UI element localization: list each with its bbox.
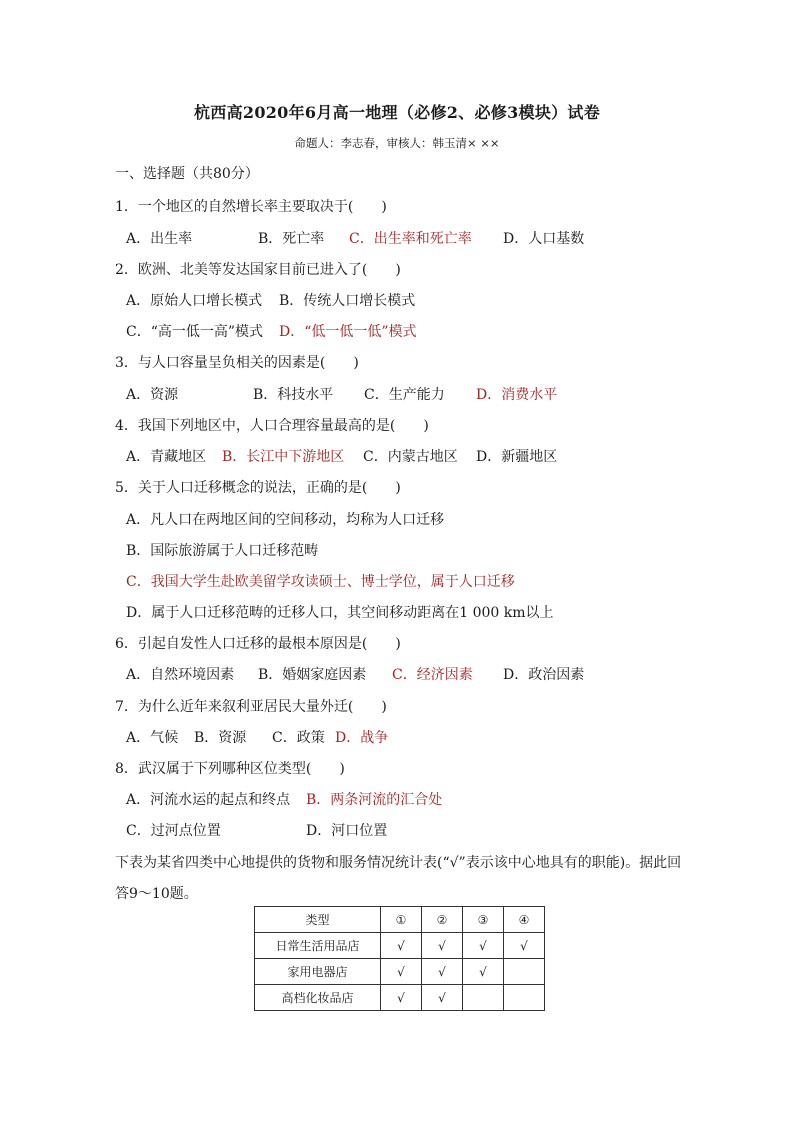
exam-title: 杭西高2020年6月高一地理（必修2、必修3模块）试卷 — [193, 103, 601, 122]
table-cell: √ — [422, 959, 463, 985]
question-4-stem: 4．我国下列地区中，人口合理容量最高的是( ) — [115, 418, 429, 434]
question-3-option-c: C．生产能力 — [364, 387, 445, 403]
question-7-option-b: B．资源 — [194, 730, 247, 746]
question-6-option-b: B．婚姻家庭因素 — [258, 667, 367, 683]
table-header-type: 类型 — [255, 907, 381, 933]
question-7-option-c: C．政策 — [272, 730, 325, 746]
question-7-option-d: D．战争 — [335, 730, 389, 746]
question-8-option-d: D．河口位置 — [306, 823, 388, 839]
table-header-row — [255, 907, 545, 933]
table-cell: √ — [381, 959, 422, 985]
question-6-option-c: C．经济因素 — [392, 667, 473, 683]
question-8-option-a: A．河流水运的起点和终点 — [126, 792, 291, 808]
question-4-option-d: D．新疆地区 — [476, 449, 558, 465]
question-2-option-a: A．原始人口增长模式 — [126, 293, 263, 309]
question-3-option-a: A．资源 — [126, 387, 179, 403]
question-8-option-b: B．两条河流的汇合处 — [306, 792, 443, 808]
central-place-table — [254, 906, 545, 1011]
question-1-option-a: A．出生率 — [126, 231, 193, 247]
table-cell — [504, 985, 545, 1011]
table-cell: 高档化妆品店 — [255, 985, 381, 1011]
section-heading: 一、选择题（共80分） — [115, 166, 259, 182]
question-5-option-a: A．凡人口在两地区间的空间移动，均称为人口迁移 — [126, 512, 445, 528]
question-3-stem: 3．与人口容量呈负相关的因素是( ) — [115, 355, 359, 371]
table-cell — [463, 985, 504, 1011]
question-1-option-b: B．死亡率 — [258, 231, 325, 247]
table-cell: √ — [422, 985, 463, 1011]
table-cell: √ — [381, 933, 422, 959]
question-4-option-a: A．青藏地区 — [126, 449, 207, 465]
question-5-option-d: D．属于人口迁移范畴的迁移人口，其空间移动距离在1 000 km以上 — [126, 605, 554, 621]
question-4-option-b: B．长江中下游地区 — [222, 449, 345, 465]
question-8-option-c: C．过河点位置 — [126, 823, 221, 839]
table-header-col-1: ① — [381, 907, 422, 933]
question-2-option-b: B．传统人口增长模式 — [279, 293, 416, 309]
table-row — [255, 959, 545, 985]
question-5-option-b: B．国际旅游属于人口迁移范畴 — [126, 543, 319, 559]
table-cell: √ — [422, 933, 463, 959]
table-row — [255, 933, 545, 959]
table-cell — [504, 959, 545, 985]
question-2-option-d: D．“低一低一低”模式 — [279, 324, 417, 340]
question-5-option-c: C．我国大学生赴欧美留学攻读硕士、博士学位，属于人口迁移 — [126, 574, 515, 590]
question-6-option-d: D．政治因素 — [503, 667, 585, 683]
question-7-stem: 7．为什么近年来叙利亚居民大量外迁( ) — [115, 699, 387, 715]
question-3-option-b: B．科技水平 — [253, 387, 334, 403]
question-6-option-a: A．自然环境因素 — [126, 667, 235, 683]
question-2-stem: 2．欧洲、北美等发达国家目前已进入了( ) — [115, 262, 401, 278]
table-header-col-2: ② — [422, 907, 463, 933]
table-cell: 家用电器店 — [255, 959, 381, 985]
question-2-option-c: C．“高一低一高”模式 — [126, 324, 264, 340]
table-header-col-4: ④ — [504, 907, 545, 933]
table-cell: √ — [381, 985, 422, 1011]
question-3-option-d: D．消费水平 — [476, 387, 558, 403]
question-5-stem: 5．关于人口迁移概念的说法，正确的是( ) — [115, 480, 401, 496]
table-row — [255, 985, 545, 1011]
question-1-option-d: D．人口基数 — [503, 231, 585, 247]
table-cell: 日常生活用品店 — [255, 933, 381, 959]
question-1-option-c: C．出生率和死亡率 — [349, 231, 472, 247]
table-cell: √ — [504, 933, 545, 959]
exam-authors: 命题人：李志春，审核人：韩玉清× ×× — [294, 136, 500, 150]
question-8-stem: 8．武汉属于下列哪种区位类型( ) — [115, 761, 345, 777]
question-6-stem: 6．引起自发性人口迁移的最根本原因是( ) — [115, 636, 401, 652]
table-header-col-3: ③ — [463, 907, 504, 933]
question-7-option-a: A．气候 — [126, 730, 179, 746]
question-1-stem: 1．一个地区的自然增长率主要取决于( ) — [115, 199, 387, 215]
question-4-option-c: C．内蒙古地区 — [363, 449, 458, 465]
table-cell: √ — [463, 933, 504, 959]
table-intro: 下表为某省四类中心地提供的货物和服务情况统计表(“√”表示该中心地具有的职能)。据此回答9～10题。 — [115, 855, 682, 902]
table-cell: √ — [463, 959, 504, 985]
